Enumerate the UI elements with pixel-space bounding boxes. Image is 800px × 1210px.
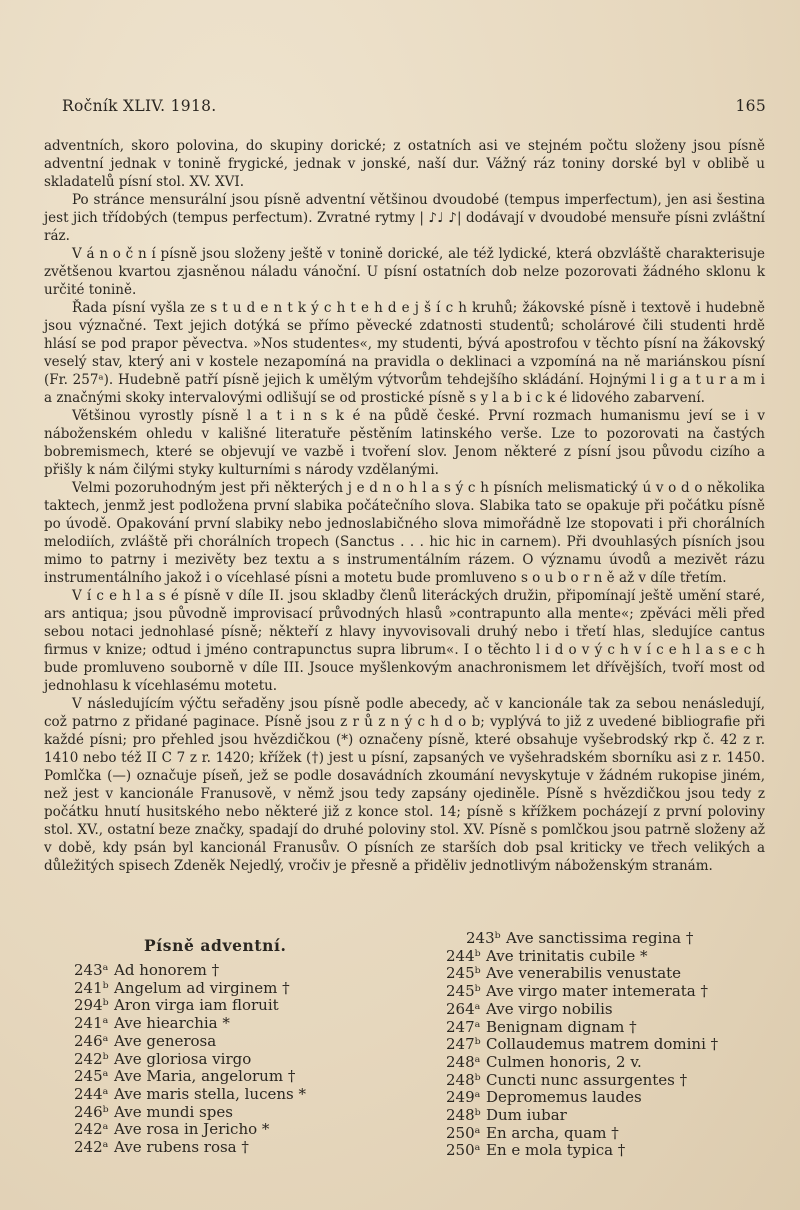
list-item <box>44 962 416 980</box>
song-title: En e mola typica † <box>486 1141 626 1160</box>
list-item <box>44 1068 416 1086</box>
paragraph-6: Velmi pozoruhodným jest při některých j e d n o h l a s ý c h písních melismatický ú v o d o několika taktech, jenmž jest podložena první slabika počátečního slova. Slabika tato se opakuje při počátku písně po úvodě. Opakování první slabiky nebo jednoslabičného slova mimořádně lze stopovati i při chorálních melodiích, zvláště při chorálních tropech (Sanctus . . . hic hic in carnem). Při dvouhlasých písních jsou mimo to patrny i mezivěty bez textu a s instrumentálním rázem. O významu úvodů a mezivět rázu instrumentálního jakož i o vícehlasé písni a motetu bude promluveno s o u b o r n ě až v díle třetím. <box>44 480 765 586</box>
list-item <box>44 1015 416 1033</box>
page-ref: 264ᵃ <box>446 999 481 1018</box>
paragraph-1: adventních, skoro polovina, do skupiny dorické; z ostatních asi ve stejném počtu složeny jsou písně adventní jednak v tonině frygické, jednak v jonské, naší dur. Vážný ráz toniny dorské byl v oblibě u skladatelů písní stol. XV. XVI. <box>44 138 765 190</box>
song-index <box>44 930 765 1160</box>
page-ref: 250ᵃ <box>446 1123 481 1142</box>
page-ref: 245ᵃ <box>74 1067 109 1086</box>
song-title: Ave generosa <box>114 1031 217 1050</box>
song-title: Ave trinitatis cubile * <box>486 946 648 965</box>
song-title: Ave maris stella, lucens * <box>114 1084 306 1103</box>
song-title: Angelum ad virginem † <box>114 978 290 997</box>
page-ref: 247ᵃ <box>446 1017 481 1036</box>
page-ref: 245ᵇ <box>446 982 481 1001</box>
page-ref: 243ᵇ <box>466 929 501 947</box>
journal-volume: Ročník XLIV. 1918. <box>62 97 217 115</box>
song-list-right <box>416 930 765 1160</box>
paragraph-3: V á n o č n í písně jsou složeny ještě v tonině dorické, ale též lydické, která obzvláště charakterisuje zvětšenou kvartou zjasněnou náladu vánoční. U písní ostatních dob nelze pozorovati žádného sklonu k určité tonině. <box>44 246 765 298</box>
page-ref: 244ᵇ <box>446 946 481 965</box>
song-title: Ave rosa in Jericho * <box>114 1120 270 1139</box>
list-item <box>44 1051 416 1069</box>
song-title: Ave sanctissima regina † <box>506 929 694 947</box>
section-title: Písně adventní. <box>144 936 287 955</box>
page-ref: 248ᵃ <box>446 1052 481 1071</box>
list-item <box>44 1033 416 1051</box>
song-title: Ave venerabilis venustate <box>486 964 682 983</box>
song-title: Culmen honoris, 2 v. <box>486 1052 642 1071</box>
list-item <box>416 1072 765 1090</box>
body-text <box>44 137 765 875</box>
song-title: Cuncti nunc assurgentes † <box>486 1070 688 1089</box>
page-ref: 241ᵃ <box>74 1014 109 1033</box>
song-title: Dum iubar <box>486 1106 567 1125</box>
page-ref: 246ᵃ <box>74 1031 109 1050</box>
page-ref: 247ᵇ <box>446 1035 481 1054</box>
song-title: Ave mundi spes <box>114 1102 233 1121</box>
song-title: Ave virgo mater intemerata † <box>486 982 709 1001</box>
list-item <box>416 1107 765 1125</box>
running-header <box>62 97 766 115</box>
paragraph-5: Většinou vyrostly písně l a t i n s k é na půdě české. První rozmach humanismu jeví se i v náboženském ohledu v kališné literatuře pěstěním latinského verše. Lze to pozorovati na častých bobremismech, které se objevují ve vazbě i tvoření slov. Jenom některé z písní jsou původu cizího a přišly k nám čilými styky kulturními s národy vzdělanými. <box>44 408 765 478</box>
list-item <box>416 1142 765 1160</box>
page-ref: 241ᵇ <box>74 978 109 997</box>
song-title: Ave Maria, angelorum † <box>114 1067 296 1086</box>
song-title: Ave hiearchia * <box>114 1014 230 1033</box>
list-item <box>416 930 765 948</box>
list-item <box>44 1139 416 1157</box>
list-item <box>416 1125 765 1143</box>
page-ref: 248ᵇ <box>446 1106 481 1125</box>
song-title: Ave gloriosa virgo <box>114 1049 252 1068</box>
list-item <box>44 1104 416 1122</box>
paragraph-7: V í c e h l a s é písně v díle II. jsou skladby členů literáckých družin, připomínají ještě umění staré, ars antiqua; jsou původně improvisací průvodných hlasů »contrapunto alla mente«; zpěváci měli před sebou notaci jednohlasé písně; někteří z hlavy inyvovisovali druhý nebo i třetí hlas, sledujíce cantus firmus v knize; odtud i jméno contrapunctus supra librum«. I o těchto l i d o v ý c h v í c e h l a s e c h bude promluveno souborně v díle III. Jsouce myšlenkovým anachronismem let dřívějších, tvoří most od jednohlasu k vícehlasému motetu. <box>44 588 765 694</box>
page-ref: 243ᵃ <box>74 961 109 979</box>
list-item <box>416 965 765 983</box>
list-item <box>416 1001 765 1019</box>
list-item <box>416 1054 765 1072</box>
list-item <box>416 1036 765 1054</box>
list-item <box>44 1121 416 1139</box>
page-ref: 294ᵇ <box>74 996 109 1015</box>
list-item <box>44 1086 416 1104</box>
page-ref: 242ᵃ <box>74 1138 109 1157</box>
song-title: Aron virga iam floruit <box>114 996 279 1015</box>
page-ref: 245ᵇ <box>446 964 481 983</box>
page-ref: 242ᵃ <box>74 1120 109 1139</box>
list-item <box>416 983 765 1001</box>
page-ref: 244ᵃ <box>74 1084 109 1103</box>
song-title: Benignam dignam † <box>486 1017 637 1036</box>
page-ref: 246ᵇ <box>74 1102 109 1121</box>
song-title: Collaudemus matrem domini † <box>486 1035 719 1054</box>
paragraph-2: Po stránce mensurální jsou písně adventní většinou dvoudobé (tempus imperfectum), jen asi šestina jest jich třídobých (tempus perfectum). Zvratné rytmy | ♪♩ ♪| dodávají v dvoudobé mensuře písni zvláštní ráz. <box>44 192 765 244</box>
list-item <box>416 948 765 966</box>
song-list-left <box>44 930 416 1160</box>
song-title: Ave virgo nobilis <box>486 999 613 1018</box>
paragraph-8: V následujícím výčtu seřaděny jsou písně podle abecedy, ač v kancionále tak za sebou nenásledují, což patrno z přidané paginace. Písně jsou z r ů z n ý c h d o b; vyplývá to již z uvedené bibliografie při každé písni; pro přehled jsou hvězdičkou (*) označeny písně, které obsahuje vyšebrodský rkp č. 42 z r. 1410 nebo též II C 7 z r. 1420; křížek (†) jest u písní, zapsaných ve vyšehradském sborníku asi z r. 1450. Pomlčka (—) označuje píseň, jež se podle dosavádních zkoumání nevyskytuje v žádném rukopise jiném, než jest v kancionále Franusově, v němž jsou tedy zapsány ojediněle. Písně s hvězdičkou jsou tedy z počátku hnutí husitského nebo některé již z konce stol. 14; písně s křížkem pocházejí z první poloviny stol. XV., ostatní beze značky, spadají do druhé poloviny stol. XV. Písně s pomlčkou jsou patrně složeny až v době, kdy psán byl kancionál Franusův. O písních ze starších dob psal kriticky ve třech velikých a důležitých spisech Zdeněk Nejedlý, vročiv je přesně a přiděliv jednotlivým náboženským stranám. <box>44 696 765 874</box>
song-title: En archa, quam † <box>486 1123 619 1142</box>
list-item <box>416 1089 765 1107</box>
page-ref: 249ᵃ <box>446 1088 481 1107</box>
song-title: Ave rubens rosa † <box>114 1138 249 1157</box>
page-ref: 248ᵇ <box>446 1070 481 1089</box>
list-item <box>416 1019 765 1037</box>
list-item <box>44 980 416 998</box>
page-number: 165 <box>735 97 766 115</box>
song-title: Depromemus laudes <box>486 1088 642 1107</box>
paragraph-4: Řada písní vyšla ze s t u d e n t k ý c h t e h d e j š í c h kruhů; žákovské písně i textově i hudebně jsou význačné. Text jejich dotýká se přímo pěvecké zdatnosti studentů; scholárové čili studenti hrdě hlásí se pod prapor pěvectva. »Nos studentes«, my studenti, bývá apostrofou v těchto písní na žákovský veselý stav, který ani v kostele nezapomíná na pravidla o deklinaci a vzpomíná na ně mariánskou písní (Fr. 257ᵃ). Hudebně patří písně jejich k umělým výtvorům tehdejšího skládání. Hojnými l i g a t u r a m i a značnými skoky intervalovými odlišují se od prostické písně s y l a b i c k é lidového zabarvení. <box>44 300 765 406</box>
list-item <box>44 997 416 1015</box>
page-ref: 242ᵇ <box>74 1049 109 1068</box>
song-title: Ad honorem † <box>114 961 220 979</box>
page-ref: 250ᵃ <box>446 1141 481 1160</box>
